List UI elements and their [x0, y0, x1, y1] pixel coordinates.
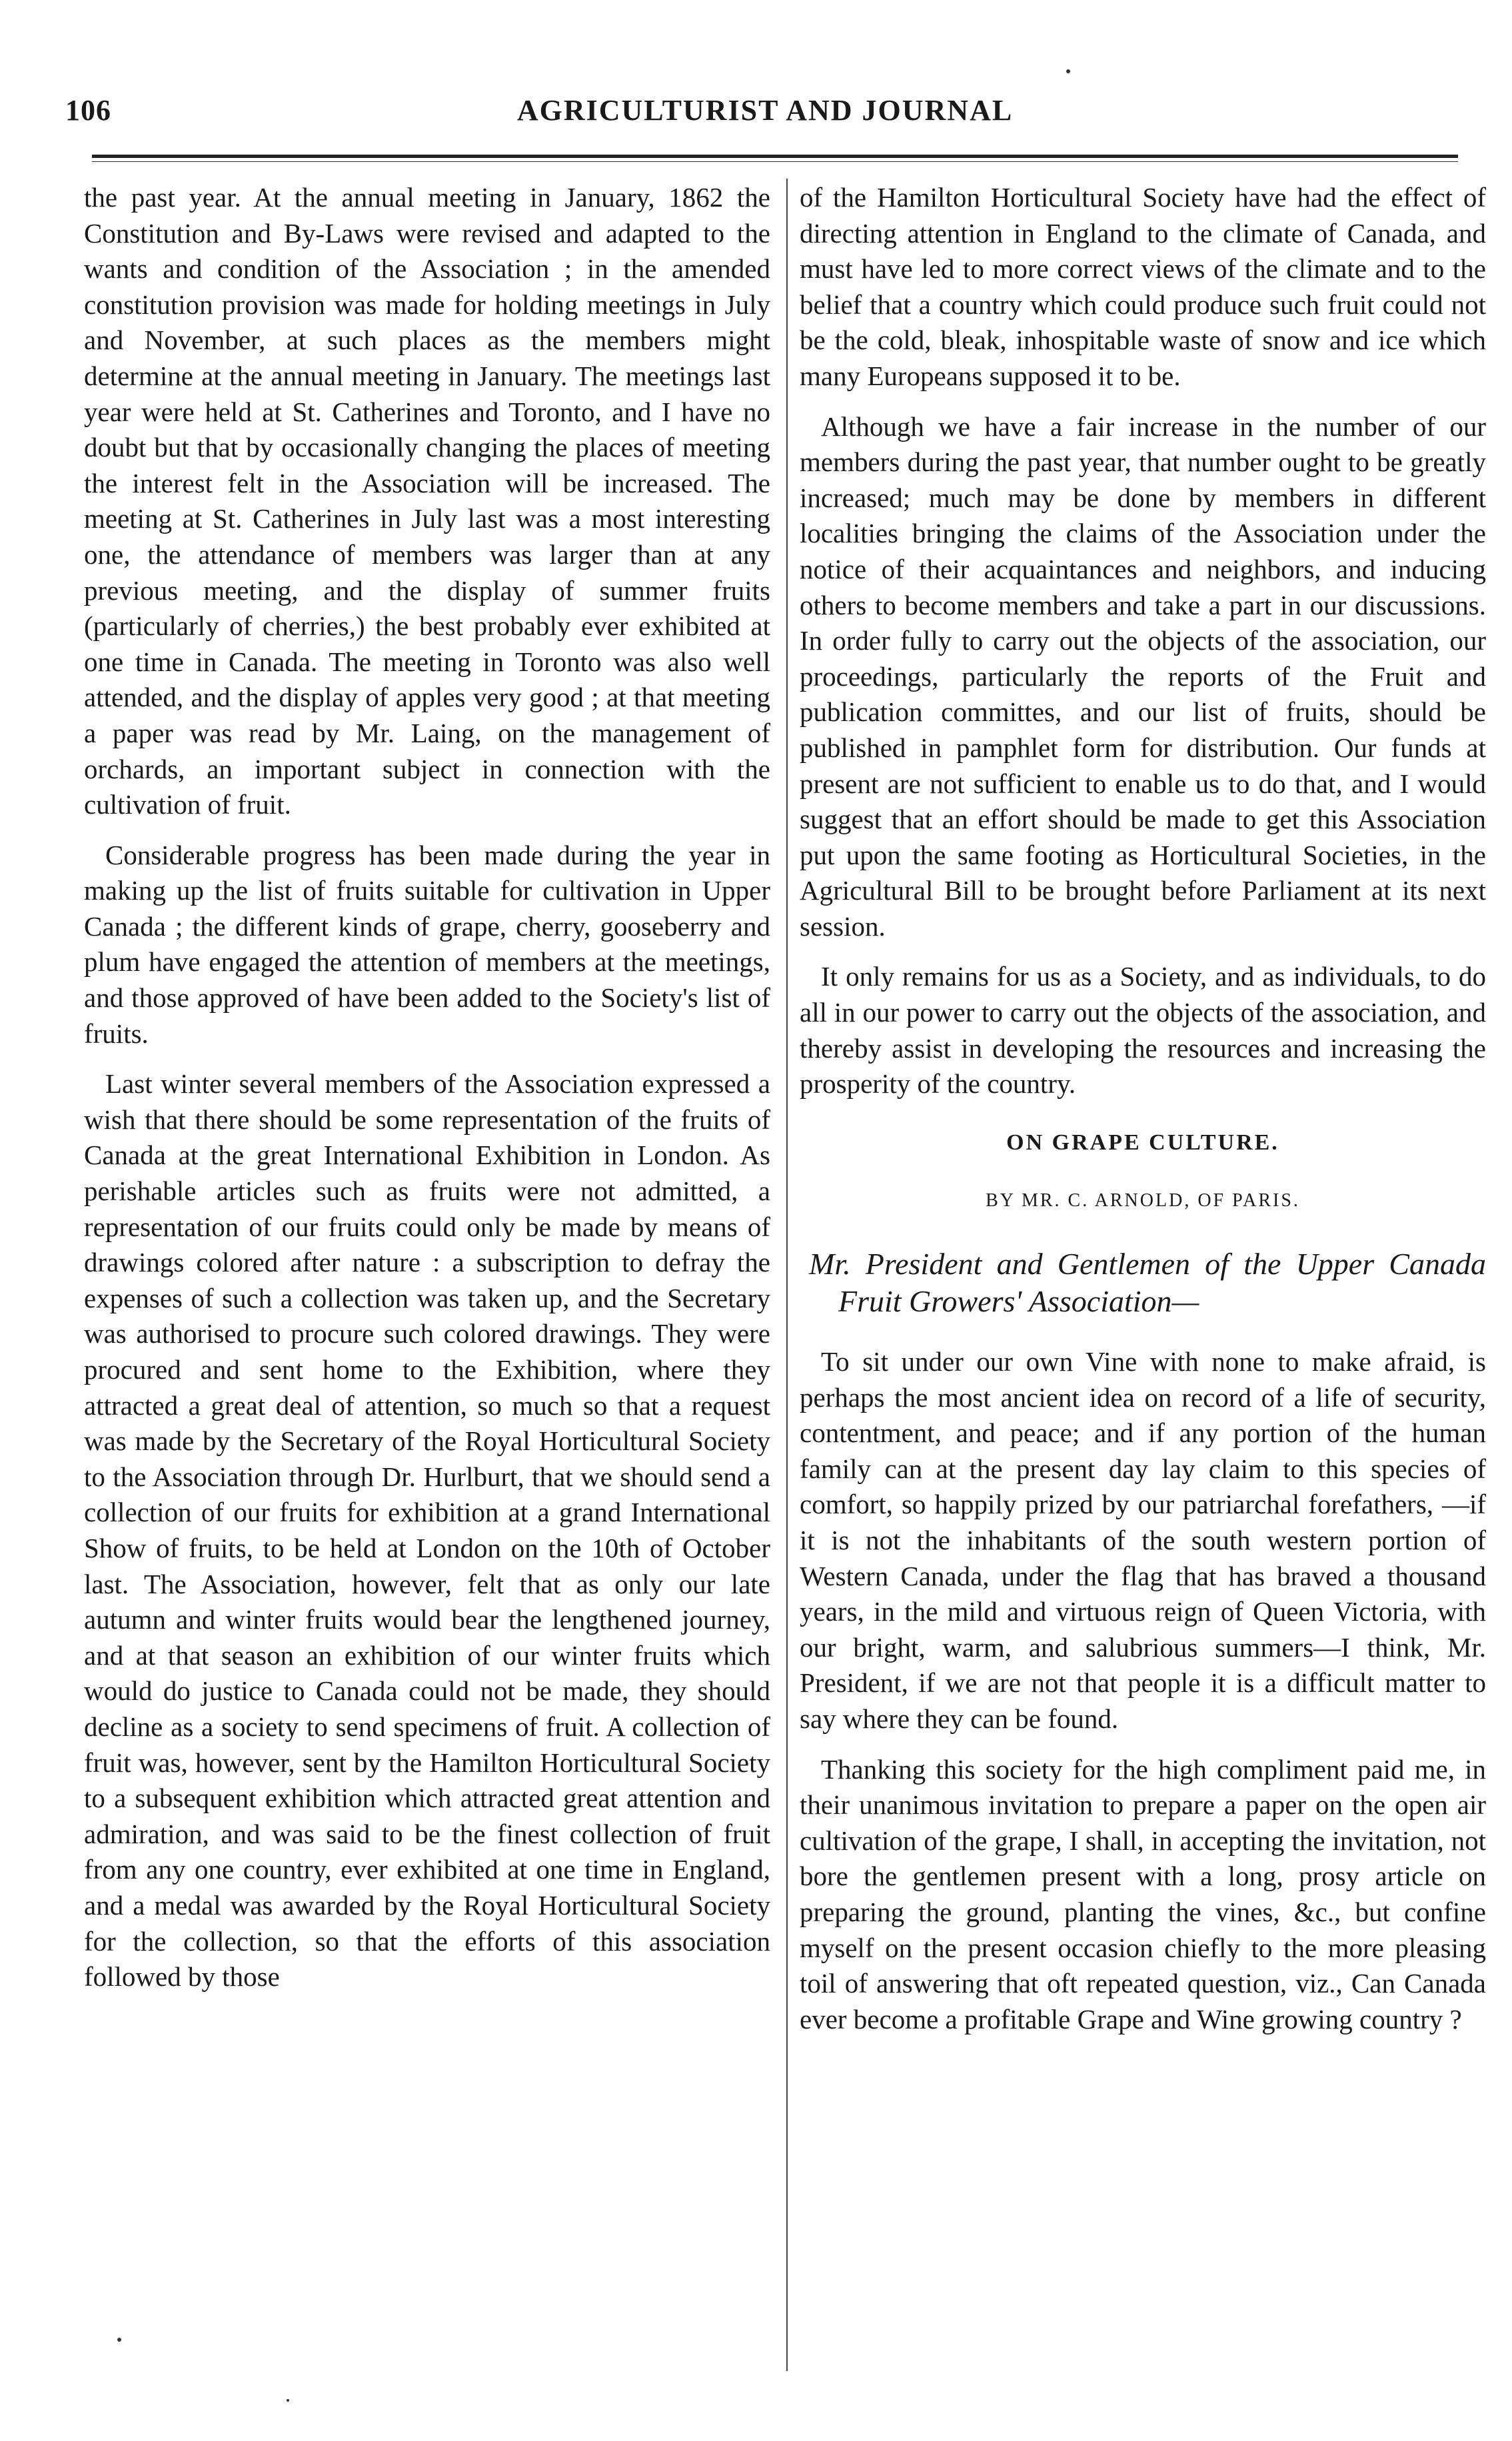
print-speck: [287, 2399, 289, 2402]
page-header: [65, 93, 1465, 140]
left-paragraph: the past year. At the annual meeting in January, 1862 the Constitution and By-Laws were revised and adapted to the wants and condition of the Association ; in the amended constitution provision was made for holding meetings in July and November, at such places as the members might determine at the annual meeting in January. The meetings last year were held at St. Catherines and Toronto, and I have no doubt but that by occasionally changing the places of meeting the interest felt in the Association will be increased. The meeting at St. Catherines in July last was a most interesting one, the attendance of members was larger than at any previous meeting, and the display of summer fruits (particularly of cherries,) the best probably ever exhibited at one time in Canada. The meeting in Toronto was also well attended, and the display of apples very good ; at that meeting a paper was read by Mr. Laing, on the management of orchards, an important subject in connection with the cultivation of fruit.: [84, 182, 770, 820]
header-rule: [92, 155, 1458, 158]
section-heading: ON GRAPE CULTURE.: [1006, 1130, 1279, 1155]
right-continuation: of the Hamilton Horticultural Society have had the effect of directing attention in England to the climate of Canada, and must have led to more correct views of the climate and to the belief that a country which could produce such fruit could not be the cold, bleak, inhospitable waste of snow and ice which many Europeans supposed it to be.: [800, 182, 1486, 391]
page-number: 106: [65, 94, 111, 127]
left-paragraph: Considerable progress has been made during the year in making up the list of fruits suitable for cultivation in Upper Canada ; the different kinds of grape, cherry, gooseberry and plum have engaged the attention of members at the meetings, and those approved of have been added to the Society's list of fruits.: [84, 839, 770, 1049]
article-paragraph: Thanking this society for the high compliment paid me, in their unanimous invitation to prepare a paper on the open air cultivation of the grape, I shall, in accepting the invitation, not bore the gentlemen present with a long, prosy article on preparing the ground, planting the vines, &c., but confine myself on the present occasion chiefly to the more pleasing toil of answering that oft repeated question, viz., Can Canada ever become a profitable Grape and Wine growing country ?: [800, 1753, 1486, 2034]
column-divider: [786, 179, 788, 2371]
left-paragraph: Last winter several members of the Association expressed a wish that there should be some representation of the fruits of Canada at the great International Exhibition in London. As perishable articles such as fruits were not admitted, a representation of our fruits could only be made by means of drawings colored after nature : a subscription to defray the expenses of such a collection was taken up, and the Secretary was authorised to procure such colored drawings. They were procured and sent home to the Exhibition, where they attracted a great deal of attention, so much so that a request was made by the Secretary of the Royal Horticultural Society to the Association through Dr. Hurlburt, that we should send a collection of our fruits for exhibition at a grand International Show of fruits, to be held at London on the 10th of October last. The Association, however, felt that as only our late autumn and winter fruits would bear the lengthened journey, and at that season an exhibition of our winter fruits which would do justice to Canada could not be made, they should decline as a society to send specimens of fruit. A collection of fruit was, however, sent by the Hamilton Horticultural Society to a subsequent exhibition which attracted great attention and admiration, and was said to be the finest collection of fruit from any one country, ever exhibited at one time in England, and a medal was awarded by the Royal Horticultural Society for the collection, so that the efforts of this association followed by those: [84, 1068, 770, 1993]
print-speck: [117, 2338, 121, 2342]
header-rule-thin: [92, 161, 1458, 162]
right-paragraph: Although we have a fair increase in the number of our members during the past year, that number ought to be greatly increased; much may be done by members in different localities bringing the claims of the Association under the notice of their acquaintances and neighbors, and inducing others to become members and take a part in our discussions. In order fully to carry out the objects of the association, our proceedings, particularly the reports of the Fruit and publication committes, and our list of fruits, should be published in pamphlet form for distribution. Our funds at present are not sufficient to enable us to do that, and I would suggest that an effort should be made to get this Association put upon the same footing as Horticultural Societies, in the Agricultural Bill to be brought before Parliament at its next session.: [800, 410, 1486, 942]
byline: BY MR. C. ARNOLD, OF PARIS.: [986, 1190, 1300, 1212]
left-column: [84, 180, 770, 2010]
journal-title: AGRICULTURIST AND JOURNAL: [516, 94, 1014, 127]
print-speck: [1066, 69, 1070, 73]
right-paragraph: It only remains for us as a Society, and as individuals, to do all in our power to carry out the objects of the association, and thereby assist in developing the resources and increasing the prosperity of the country.: [800, 961, 1486, 1100]
right-column: [800, 180, 1486, 2052]
salutation: Mr. President and Gentlemen of the Upper Canada Fruit Growers' Association—: [809, 1247, 1486, 1319]
article-paragraph: To sit under our own Vine with none to make afraid, is perhaps the most ancient idea on record of a life of security, contentment, and peace; and if any portion of the human family can at the present day lay claim to this species of comfort, so happily prized by our patriarchal forefathers, —if it is not the inhabitants of the south western portion of Western Canada, under the flag that has braved a thousand years, in the mild and virtuous reign of Queen Victoria, with our bright, warm, and salubrious summers—I think, Mr. President, if we are not that people it is a difficult matter to say where they can be found.: [800, 1346, 1486, 1734]
